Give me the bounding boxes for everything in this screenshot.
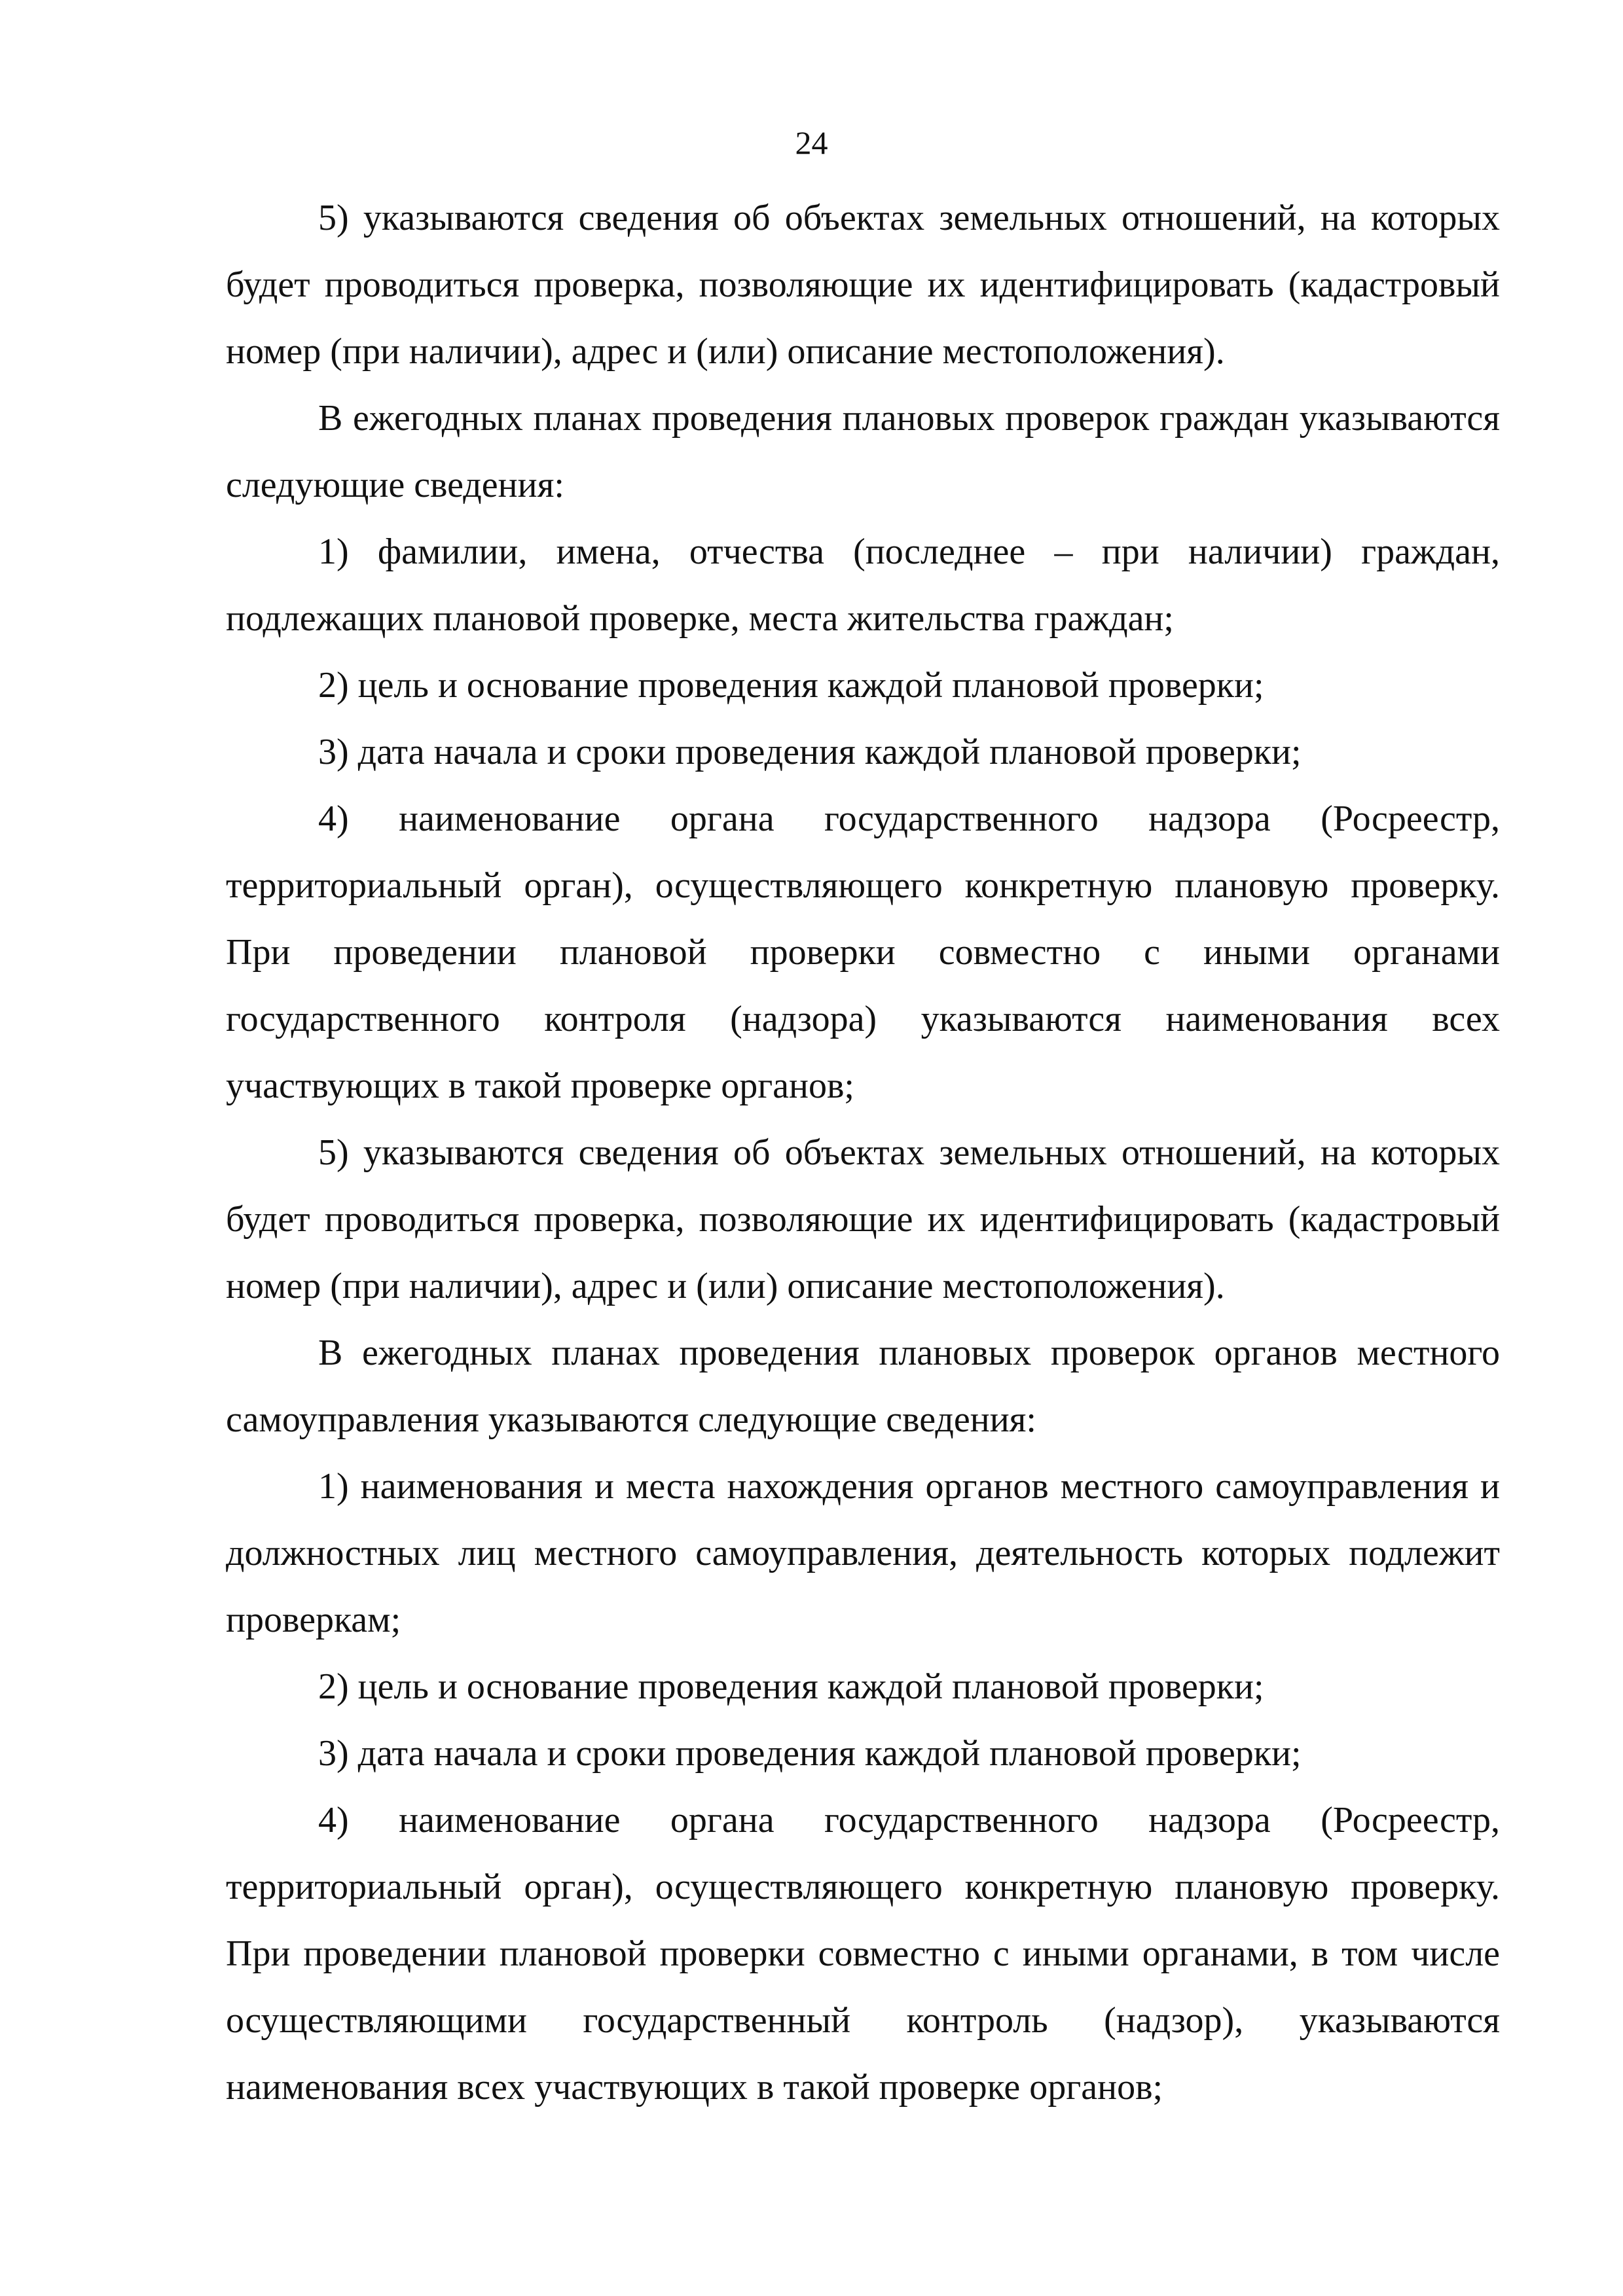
- paragraph-11: 3) дата начала и сроки проведения каждой плановой проверки;: [318, 1733, 1302, 1774]
- paragraph-10: 2) цель и основание проведения каждой плановой проверки;: [318, 1666, 1264, 1707]
- paragraph-8: В ежегодных планах проведения плановых проверок органов местного самоуправления указываются следующие сведения:: [226, 1333, 1500, 1440]
- paragraph-2: В ежегодных планах проведения плановых проверок граждан указываются следующие сведения:: [226, 398, 1500, 505]
- document-body: [226, 185, 1500, 2121]
- paragraph-6: 4) наименование органа государственного надзора (Росреестр, территориальный орган), осуществляющего конкретную плановую проверку. При проведении плановой проверки совместно с иными органами государственного контроля (надзора) указываются наименования всех участвующих в такой проверке органов;: [226, 798, 1500, 1106]
- paragraph-1: 5) указываются сведения об объектах земельных отношений, на которых будет проводиться проверка, позволяющие их идентифицировать (кадастровый номер (при наличии), адрес и (или) описание местоположения).: [226, 198, 1500, 372]
- paragraph-7: 5) указываются сведения об объектах земельных отношений, на которых будет проводиться проверка, позволяющие их идентифицировать (кадастровый номер (при наличии), адрес и (или) описание местоположения).: [226, 1132, 1500, 1306]
- paragraph-4: 2) цель и основание проведения каждой плановой проверки;: [318, 665, 1264, 706]
- paragraph-5: 3) дата начала и сроки проведения каждой плановой проверки;: [318, 732, 1302, 772]
- paragraph-9: 1) наименования и места нахождения органов местного самоуправления и должностных лиц местного самоуправления, деятельность которых подлежит проверкам;: [226, 1466, 1500, 1640]
- paragraph-12: 4) наименование органа государственного надзора (Росреестр, территориальный орган), осуществляющего конкретную плановую проверку. При проведении плановой проверки совместно с иными органами, в том числе осуществляющими государственный контроль (надзор), указываются наименования всех участвующих в такой проверке органов;: [226, 1800, 1500, 2108]
- page-number: 24: [795, 124, 828, 161]
- paragraph-3: 1) фамилии, имена, отчества (последнее – при наличии) граждан, подлежащих плановой проверке, места жительства граждан;: [226, 531, 1500, 639]
